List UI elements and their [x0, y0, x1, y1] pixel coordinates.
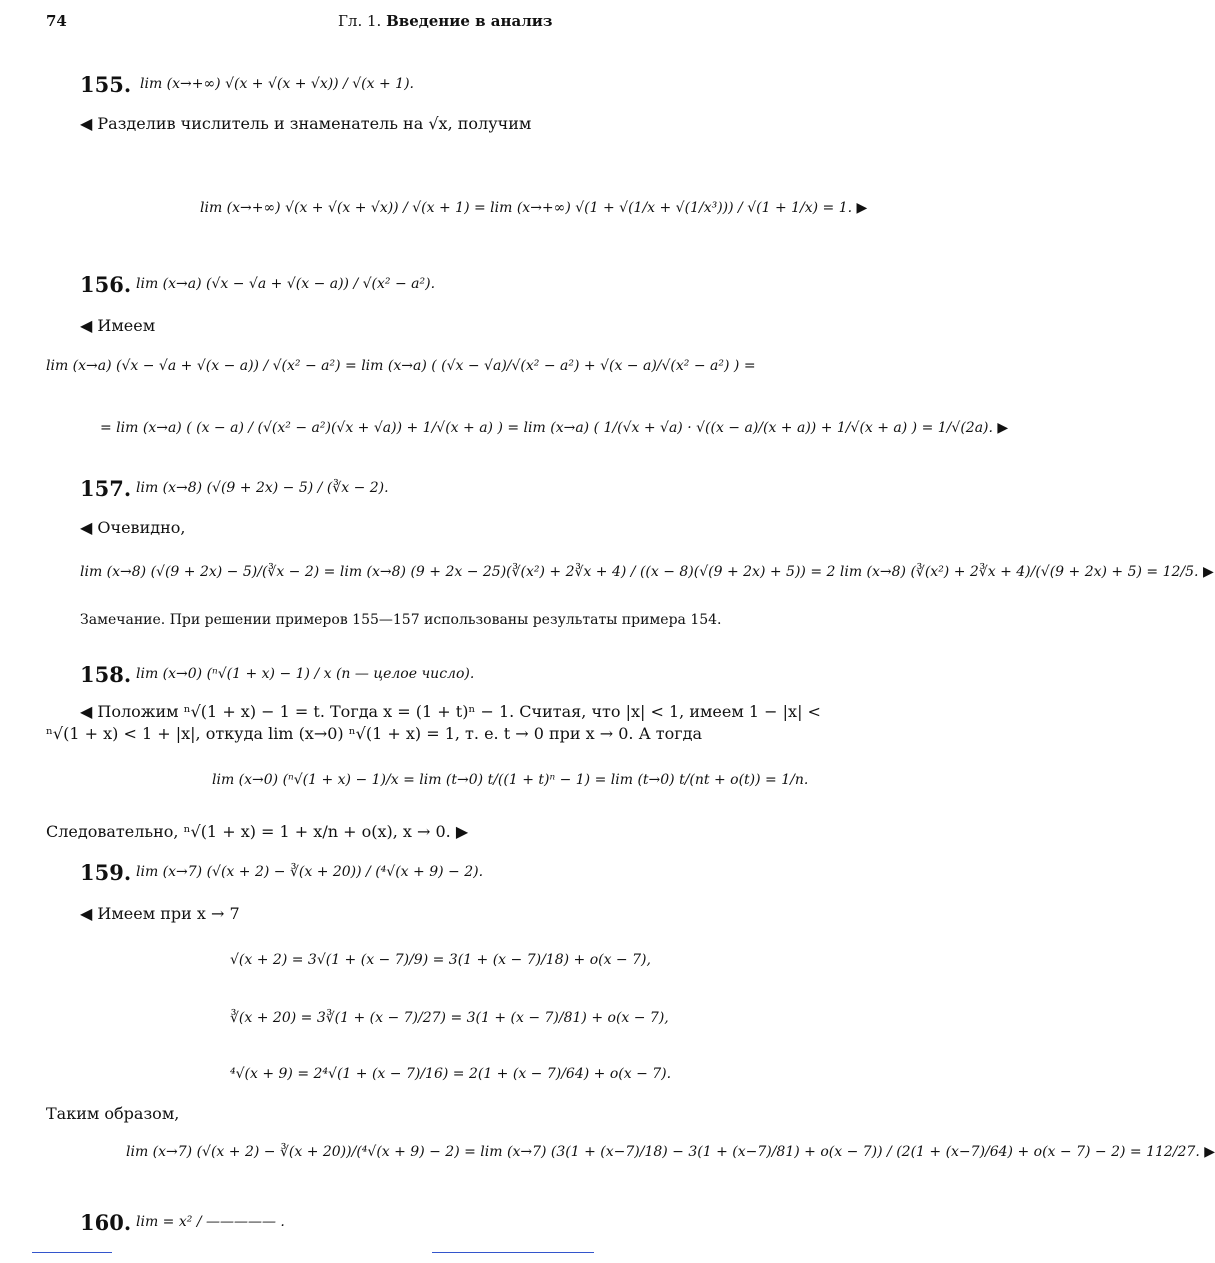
p159-num: 159. — [80, 860, 132, 885]
p155-num: 155. — [80, 72, 132, 97]
running-title — [338, 12, 553, 30]
footer-link-right[interactable] — [432, 1252, 594, 1253]
p159: lim (x→7) (√(x + 2) − ∛(x + 20)) / (⁴√(x + 9) − 2). — [136, 864, 484, 880]
s158-eq: lim (x→0) (ⁿ√(1 + x) − 1)/x = lim (t→0) t/((1 + t)ⁿ − 1) = lim (t→0) t/(nt + o(t)) = 1/n. — [212, 772, 809, 788]
s159-concl: Таким образом, — [46, 1104, 180, 1123]
s159-e2: ∛(x + 20) = 3∛(1 + (x − 7)/27) = 3(1 + (x − 7)/81) + o(x − 7), — [230, 1010, 669, 1026]
s158-l2: ⁿ√(1 + x) < 1 + |x|, откуда lim (x→0) ⁿ√(1 + x) = 1, т. е. t → 0 при x → 0. А тогда — [46, 724, 703, 743]
page-header — [46, 12, 853, 36]
s156-eq2: = lim (x→a) ( (x − a) / (√(x² − a²)(√x + √a)) + 1/√(x + a) ) = lim (x→a) ( 1/(√x + √a) · √((x − a)/(x + a)) + 1/√(x + a) ) = 1/√(2a). ▶ — [100, 420, 1009, 436]
chapter-label: Гл. 1. — [338, 12, 382, 30]
s159-e1: √(x + 2) = 3√(1 + (x − 7)/9) = 3(1 + (x − 7)/18) + o(x − 7), — [230, 952, 651, 968]
p157-num: 157. — [80, 476, 132, 501]
page-number: 74 — [46, 12, 67, 30]
p157: lim (x→8) (√(9 + 2x) − 5) / (∛x − 2). — [136, 480, 389, 496]
p158: lim (x→0) (ⁿ√(1 + x) − 1) / x (n — целое число). — [136, 666, 475, 682]
p155: lim (x→+∞) √(x + √(x + √x)) / √(x + 1). — [140, 76, 414, 92]
p156: lim (x→a) (√x − √a + √(x − a)) / √(x² − a²). — [136, 276, 436, 292]
s158-concl: Следовательно, ⁿ√(1 + x) = 1 + x/n + o(x), x → 0. ▶ — [46, 822, 469, 841]
remark: Замечание. При решении примеров 155—157 использованы результаты примера 154. — [80, 612, 722, 628]
p156-num: 156. — [80, 272, 132, 297]
s155-intro: ◀ Разделив числитель и знаменатель на √x, получим — [80, 114, 532, 133]
s159-e3: ⁴√(x + 9) = 2⁴√(1 + (x − 7)/16) = 2(1 + (x − 7)/64) + o(x − 7). — [230, 1066, 672, 1082]
p160-num: 160. — [80, 1210, 132, 1235]
p160: lim = x² / ————— . — [136, 1214, 285, 1230]
s155-eq: lim (x→+∞) √(x + √(x + √x)) / √(x + 1) = lim (x→+∞) √(1 + √(1/x + √(1/x³))) / √(1 + 1/x) = 1. ▶ — [200, 200, 868, 216]
p158-num: 158. — [80, 662, 132, 687]
chapter-title: Введение в анализ — [386, 12, 553, 30]
s156-eq1: lim (x→a) (√x − √a + √(x − a)) / √(x² − a²) = lim (x→a) ( (√x − √a)/√(x² − a²) + √(x − a)/√(x² − a²) ) = — [46, 358, 756, 374]
s158-l1: ◀ Положим ⁿ√(1 + x) − 1 = t. Тогда x = (1 + t)ⁿ − 1. Считая, что |x| < 1, имеем 1 − |x| < — [80, 702, 821, 721]
s156-intro: ◀ Имеем — [80, 316, 156, 335]
s157-eq: lim (x→8) (√(9 + 2x) − 5)/(∛x − 2) = lim (x→8) (9 + 2x − 25)(∛(x²) + 2∛x + 4) / ((x − 8)(√(9 + 2x) + 5)) = 2 lim (x→8) (∛(x²) + 2∛x + 4)/(√(9 + 2x) + 5) = 12/5. ▶ — [80, 564, 1214, 580]
s159-intro: ◀ Имеем при x → 7 — [80, 904, 240, 923]
footer-link-left[interactable] — [32, 1252, 112, 1253]
s159-final: lim (x→7) (√(x + 2) − ∛(x + 20))/(⁴√(x + 9) − 2) = lim (x→7) (3(1 + (x−7)/18) − 3(1 + (x−7)/81) + o(x − 7)) / (2(1 + (x−7)/64) + o(x − 7) − 2) = 112/27. ▶ — [126, 1144, 1215, 1160]
s157-intro: ◀ Очевидно, — [80, 518, 186, 537]
